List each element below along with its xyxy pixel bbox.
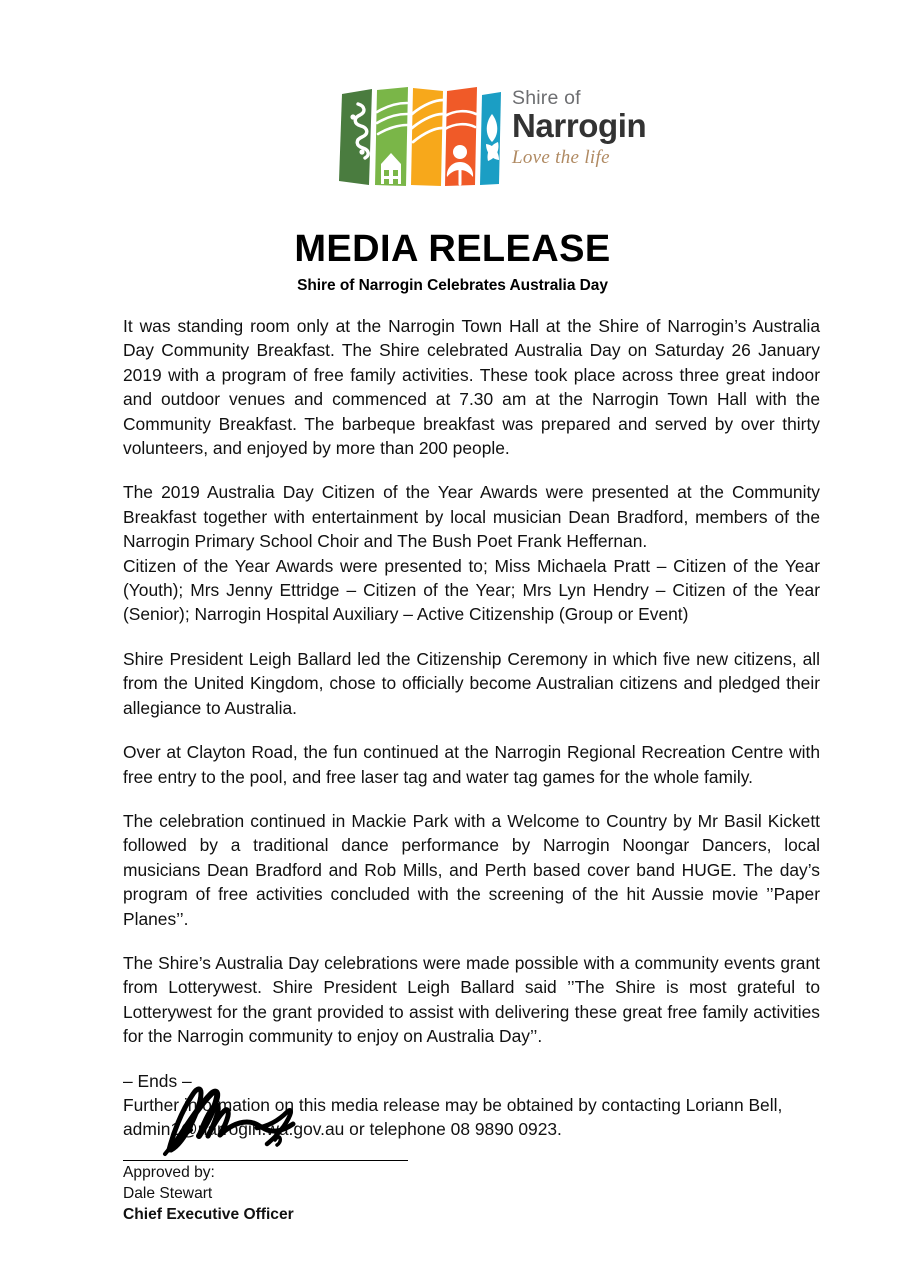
- paragraph-intro: It was standing room only at the Narrogin Town Hall at the Shire of Narrogin’s Australia Day Community Breakfast. The Shire celebrated Australia Day on Saturday 26 January 2019 with a program of free family activities. These took place across three great indoor and outdoor venues and commenced at 7.30 am at the Narrogin Town Hall with the Community Breakfast. The barbeque breakfast was prepared and served by over thirty volunteers, and enjoyed by more than 200 people.: [123, 316, 820, 459]
- signatory-name: Dale Stewart: [123, 1185, 213, 1202]
- page-title: MEDIA RELEASE: [294, 228, 611, 270]
- logo-narrogin-text: Narrogin: [512, 107, 647, 145]
- logo-shire-of-text: Shire of: [512, 87, 581, 109]
- logo-tagline-text: Love the life: [512, 147, 610, 169]
- logo-wordmark: [512, 88, 672, 169]
- ends-marker: – Ends –: [123, 1070, 192, 1091]
- logo-mark-icon: [336, 86, 502, 188]
- handwritten-signature-icon: [151, 1084, 381, 1158]
- paragraph-awards-recipients: Citizen of the Year Awards were presented to; Miss Michaela Pratt – Citizen of the Year (Youth); Mrs Jenny Ettridge – Citizen of the Year; Mrs Lyn Hendry – Citizen of the Year (Senior); Narrogin Hospital Auxiliary – Active Citizenship (Group or Event): [123, 555, 820, 625]
- paragraph-citizenship-ceremony: Shire President Leigh Ballard led the Citizenship Ceremony in which five new citizens, all from the United Kingdom, chose to officially become Australian citizens and pledged their allegiance to Australia.: [123, 648, 820, 718]
- shire-of-narrogin-logo: [336, 86, 666, 190]
- approved-by-label: Approved by:: [123, 1164, 215, 1181]
- page-subtitle: Shire of Narrogin Celebrates Australia Day: [297, 277, 608, 294]
- contact-information: Further information on this media release may be obtained by contacting Loriann Bell, admin1@narrogin.wa.gov.au or telephone 08 9890 0923.: [123, 1094, 783, 1140]
- signatory-position: Chief Executive Officer: [123, 1206, 294, 1223]
- signature-block: [123, 1084, 423, 1224]
- document-body: [123, 314, 820, 1142]
- paragraph-recreation-centre: Over at Clayton Road, the fun continued at the Narrogin Regional Recreation Centre with free entry to the pool, and free laser tag and water tag games for the whole family.: [123, 742, 820, 787]
- signature-rule: [123, 1160, 408, 1161]
- paragraph-awards-intro: The 2019 Australia Day Citizen of the Year Awards were presented at the Community Breakfast together with entertainment by local musician Dean Bradford, members of the Narrogin Primary School Choir and The Bush Poet Frank Heffernan.: [123, 482, 820, 552]
- paragraph-awards: [123, 480, 820, 626]
- paragraph-mackie-park: The celebration continued in Mackie Park with a Welcome to Country by Mr Basil Kickett followed by a traditional dance performance by Narrogin Noongar Dancers, local musicians Dean Bradford and Rob Mills, and Perth based cover band HUGE. The day’s program of free activities concluded with the screening of the hit Aussie movie ’’Paper Planes’’.: [123, 810, 820, 929]
- paragraph-lotterywest: The Shire’s Australia Day celebrations were made possible with a community events grant from Lotterywest. Shire President Leigh Ballard said ’’The Shire is most grateful to Lotterywest for the grant provided to assist with delivering these great free family activities for the Narrogin community to enjoy on Australia Day’’.: [123, 952, 820, 1047]
